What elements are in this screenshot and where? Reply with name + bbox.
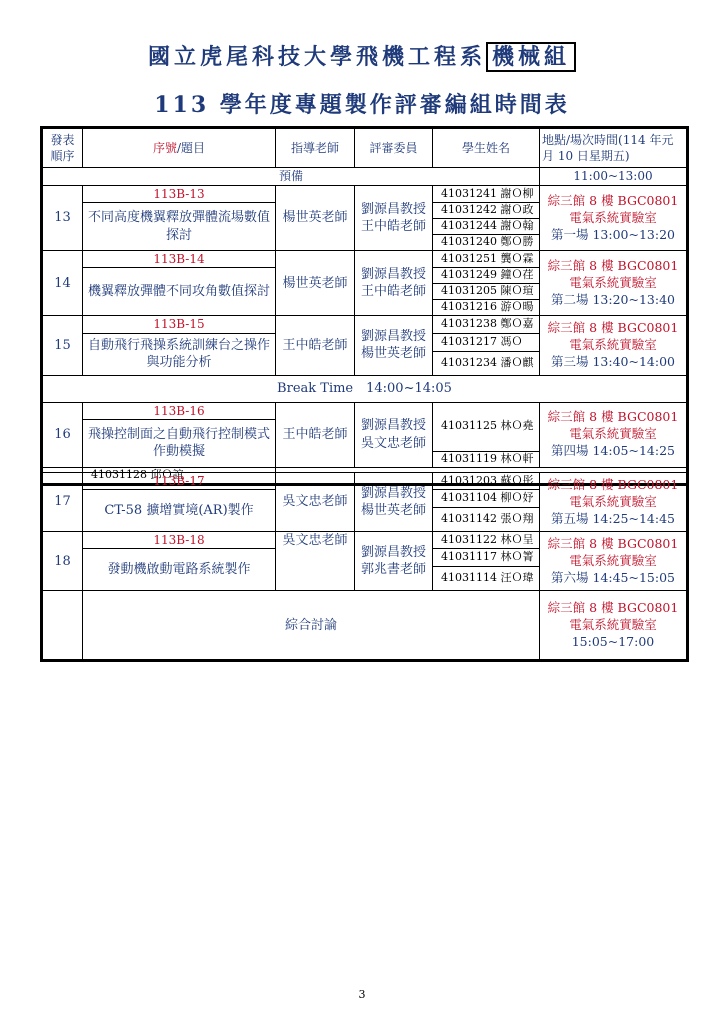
session-time: 第四場 14:05~14:25 — [551, 443, 675, 459]
prep-label: 預備 — [42, 168, 540, 186]
student: 41031205 陳Ｏ瑄 — [433, 284, 540, 300]
committee-member: 楊世英老師 — [360, 503, 426, 519]
student: 41031117 林Ｏ箐 — [433, 549, 540, 567]
schedule-table-cont — [40, 472, 689, 662]
committee-member: 劉源昌教授 — [360, 201, 426, 217]
group-title: 不同高度機翼釋放彈體流場數值探討 — [83, 203, 276, 251]
discussion-location — [540, 591, 688, 661]
student: 41031251 龔Ｏ霖 — [433, 251, 540, 268]
col-students-header: 學生姓名 — [433, 128, 540, 168]
student: 41031203 蘇Ｏ彤 — [433, 473, 540, 490]
group-title: 發動機啟動電路系統製作 — [83, 549, 276, 591]
group-location — [540, 473, 688, 532]
group-location — [540, 316, 688, 375]
location-room: 電氣系統實驗室 — [569, 426, 657, 442]
group-code: 113B-15 — [83, 316, 276, 333]
discussion-order-empty — [42, 591, 83, 661]
student: 41031241 謝Ｏ柳 — [433, 186, 540, 203]
group-row — [42, 316, 688, 333]
location-building: 綜三館 8 樓 BGC0801 — [547, 600, 679, 616]
student: 41031216 游Ｏ暘 — [433, 300, 540, 316]
student: 41031238 鄭Ｏ嘉 — [433, 316, 540, 333]
committee-member: 楊世英老師 — [360, 346, 426, 362]
group-row — [42, 532, 688, 549]
group-committee — [355, 186, 433, 251]
location-building: 綜三館 8 樓 BGC0801 — [547, 409, 679, 425]
student: 41031249 鐘Ｏ荏 — [433, 268, 540, 284]
col-location-header: 地點/場次時間(114 年元月 10 日星期五) — [540, 128, 688, 168]
document-title — [0, 40, 724, 71]
session-time: 第六場 14:45~15:05 — [551, 569, 675, 585]
group-advisor: 楊世英老師 — [276, 186, 355, 251]
group-advisor: 楊世英老師 — [276, 251, 355, 316]
col-title-header — [83, 128, 276, 168]
group-location — [540, 402, 688, 467]
group-order: 18 — [42, 532, 83, 591]
student: 41031244 謝Ｏ翰 — [433, 219, 540, 235]
group-committee — [355, 251, 433, 316]
col-seq-label: 序號 — [152, 140, 177, 155]
committee-member: 王中皓老師 — [360, 219, 426, 235]
group-order: 16 — [42, 402, 83, 467]
committee-member: 劉源昌教授 — [360, 485, 426, 501]
prep-row — [42, 168, 688, 186]
student: 41031119 林Ｏ軒 — [433, 451, 540, 467]
group-code: 113B-17 — [83, 473, 276, 490]
group-committee — [355, 316, 433, 375]
break-row — [42, 375, 688, 402]
schedule-table — [40, 126, 689, 486]
group-committee — [355, 532, 433, 591]
location-room: 電氣系統實驗室 — [569, 209, 657, 225]
group-advisor: 王中皓老師 — [276, 402, 355, 467]
location-room: 電氣系統實驗室 — [569, 493, 657, 509]
committee-member: 劉源昌教授 — [360, 328, 426, 344]
student: 41031234 潘Ｏ麒 — [433, 351, 540, 375]
group-order: 14 — [42, 251, 83, 316]
group-advisor: 吳文忠老師 — [276, 473, 355, 532]
student: 41031242 謝Ｏ政 — [433, 203, 540, 219]
break-time: Break Time 14:00~14:05 — [42, 375, 688, 402]
committee-member: 郭兆書老師 — [360, 562, 426, 578]
header-row — [42, 128, 688, 168]
group-location — [540, 251, 688, 316]
group-code: 113B-18 — [83, 532, 276, 549]
group-row — [42, 473, 688, 490]
discussion-time: 15:05~17:00 — [571, 633, 655, 649]
session-time: 第三場 13:40~14:00 — [551, 353, 675, 369]
group-title: 自動飛行飛操系統訓練台之操作與功能分析 — [83, 333, 276, 375]
committee-member: 劉源昌教授 — [360, 266, 426, 282]
location-building: 綜三館 8 樓 BGC0801 — [547, 320, 679, 336]
title-division-boxed: 機械組 — [486, 42, 576, 72]
prep-time: 11:00~13:00 — [540, 168, 688, 186]
group-location — [540, 186, 688, 251]
group-row — [42, 402, 688, 419]
group-committee — [355, 402, 433, 467]
location-room: 電氣系統實驗室 — [569, 337, 657, 353]
col-committee-header: 評審委員 — [355, 128, 433, 168]
group-order: 17 — [42, 473, 83, 532]
group-code: 113B-14 — [83, 251, 276, 268]
session-time: 第五場 14:25~14:45 — [551, 510, 675, 526]
committee-member: 王中皓老師 — [360, 284, 426, 300]
group-row — [42, 251, 688, 268]
title-department: 國立虎尾科技大學飛機工程系 — [147, 44, 486, 70]
location-building: 綜三館 8 樓 BGC0801 — [547, 476, 679, 492]
student: 41031240 鄭Ｏ勝 — [433, 235, 540, 251]
student: 41031128 邱Ｏ誼 — [83, 467, 276, 484]
col-advisor-header: 指導老師 — [276, 128, 355, 168]
student: 41031104 柳Ｏ妤 — [433, 490, 540, 508]
col-order-header: 發表順序 — [42, 128, 83, 168]
location-building: 綜三館 8 樓 BGC0801 — [547, 192, 679, 208]
group-title: 飛操控制面之自動飛行控制模式作動模擬 — [83, 419, 276, 467]
discussion-label: 綜合討論 — [83, 591, 540, 661]
group-code: 113B-16 — [83, 402, 276, 419]
group-location — [540, 532, 688, 591]
location-building: 綜三館 8 樓 BGC0801 — [547, 257, 679, 273]
committee-member: 劉源昌教授 — [360, 418, 426, 434]
location-room: 電氣系統實驗室 — [569, 616, 657, 632]
session-time: 第二場 13:20~13:40 — [551, 291, 675, 307]
group-row — [42, 186, 688, 203]
student: 41031114 汪Ｏ瑋 — [433, 567, 540, 591]
page-number: 3 — [358, 988, 366, 1001]
session-time: 第一場 13:00~13:20 — [551, 226, 675, 242]
group-title: CT-58 擴增實境(AR)製作 — [83, 490, 276, 532]
group-committee — [355, 473, 433, 532]
location-room: 電氣系統實驗室 — [569, 552, 657, 568]
location-building: 綜三館 8 樓 BGC0801 — [547, 535, 679, 551]
group-order: 15 — [42, 316, 83, 375]
col-title-label: /題目 — [176, 140, 206, 155]
discussion-row — [42, 591, 688, 661]
student: 41031125 林Ｏ堯 — [433, 402, 540, 451]
student: 41031142 張Ｏ翔 — [433, 508, 540, 532]
group-advisor: 王中皓老師 — [276, 316, 355, 375]
group-code: 113B-13 — [83, 186, 276, 203]
group-advisor: 吳文忠老師 — [276, 532, 355, 591]
committee-member: 劉源昌教授 — [360, 544, 426, 560]
student: 41031217 馮Ｏ — [433, 333, 540, 351]
document-subtitle: 113 學年度專題製作評審編組時間表 — [154, 92, 570, 118]
committee-member: 吳文忠老師 — [360, 435, 426, 451]
group-title: 機翼釋放彈體不同攻角數值探討 — [83, 268, 276, 316]
student: 41031122 林Ｏ呈 — [433, 532, 540, 549]
location-room: 電氣系統實驗室 — [569, 274, 657, 290]
group-order: 13 — [42, 186, 83, 251]
